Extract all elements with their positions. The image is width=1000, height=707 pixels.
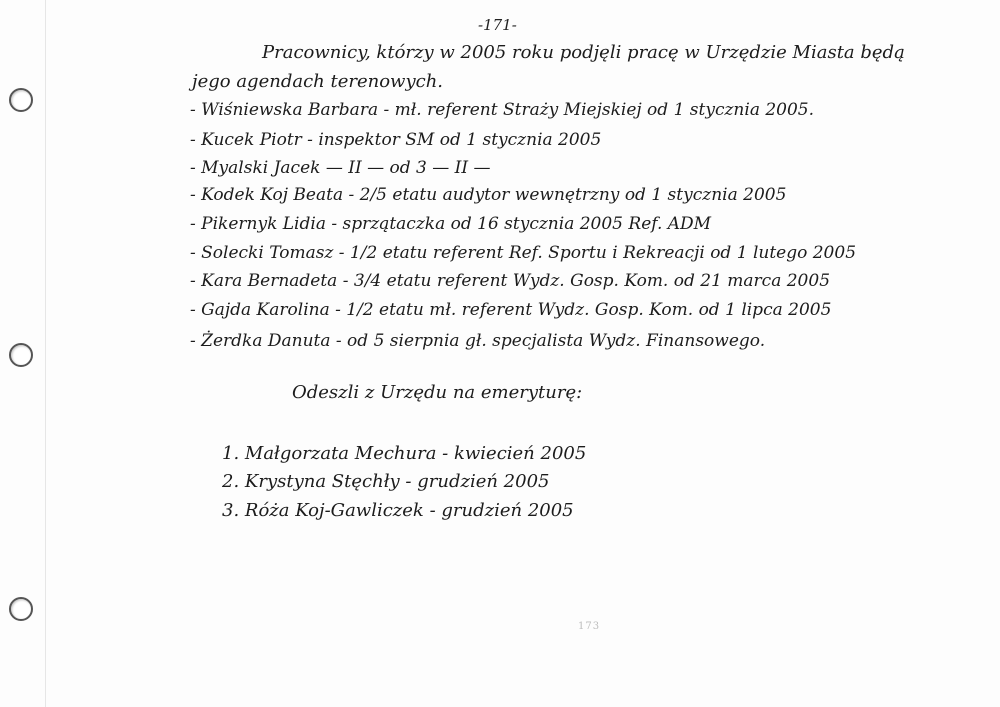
employee-entry: - Żerdka Danuta - od 5 sierpnia gł. specjalista Wydz. Finansowego. [190, 331, 766, 351]
employee-entry: - Wiśniewska Barbara - mł. referent Straży Miejskiej od 1 stycznia 2005. [190, 100, 815, 120]
employee-entry: - Kodek Koj Beata - 2/5 etatu audytor wewnętrzny od 1 stycznia 2005 [190, 185, 787, 205]
title-line: Pracownicy, którzy w 2005 roku podjęli pracę w Urzędzie Miasta będą [262, 42, 905, 63]
retiree-entry: 2. Krystyna Stęchły - grudzień 2005 [222, 471, 550, 492]
binder-hole-icon [9, 343, 33, 367]
binder-hole-icon [9, 88, 33, 112]
employee-entry: - Myalski Jacek — II — od 3 — II — [190, 158, 491, 178]
employee-entry: - Gajda Karolina - 1/2 etatu mł. referent Wydz. Gosp. Kom. od 1 lipca 2005 [190, 300, 832, 320]
employee-entry: - Solecki Tomasz - 1/2 etatu referent Ref. Sportu i Rekreacji od 1 lutego 2005 [190, 243, 857, 263]
section-heading: Odeszli z Urzędu na emeryturę: [292, 382, 583, 403]
binder-hole-icon [9, 597, 33, 621]
page-number: -171- [478, 16, 517, 34]
page-fold-line [45, 0, 46, 707]
employee-entry: - Kara Bernadeta - 3/4 etatu referent Wydz. Gosp. Kom. od 21 marca 2005 [190, 271, 831, 291]
title-line: jego agendach terenowych. [192, 71, 444, 92]
employee-entry: - Pikernyk Lidia - sprzątaczka od 16 stycznia 2005 Ref. ADM [190, 214, 712, 234]
retiree-entry: 1. Małgorzata Mechura - kwiecień 2005 [222, 443, 587, 464]
retiree-entry: 3. Róża Koj-Gawliczek - grudzień 2005 [222, 500, 574, 521]
employee-entry: - Kucek Piotr - inspektor SM od 1 stycznia 2005 [190, 130, 602, 150]
faint-stamp-mark: 173 [578, 621, 601, 632]
